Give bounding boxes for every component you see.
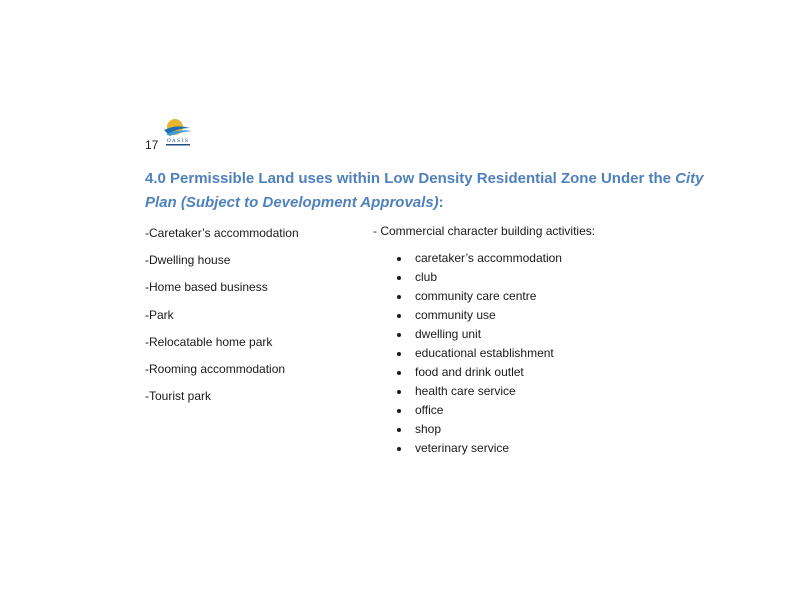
list-item bbox=[397, 249, 562, 268]
list-item-label: veterinary service bbox=[415, 441, 510, 455]
list-item bbox=[397, 363, 562, 382]
bullet-icon bbox=[397, 447, 401, 451]
bullet-icon bbox=[397, 257, 401, 261]
bullet-icon bbox=[397, 333, 401, 337]
list-item-label: educational establishment bbox=[415, 346, 554, 360]
heading-italic: City Plan (Subject to Development Approvals) bbox=[145, 170, 704, 211]
list-item bbox=[397, 382, 562, 401]
section-heading bbox=[145, 167, 705, 215]
list-item-label: health care service bbox=[415, 384, 516, 398]
permissible-uses-list bbox=[145, 224, 299, 414]
bullet-icon bbox=[397, 295, 401, 299]
list-item-label: office bbox=[415, 403, 444, 417]
list-item bbox=[397, 287, 562, 306]
list-item: -Dwelling house bbox=[145, 253, 231, 268]
commercial-activities-title: - Commercial character building activities: bbox=[373, 224, 596, 238]
list-item-label: community care centre bbox=[415, 289, 537, 303]
bullet-icon bbox=[397, 409, 401, 413]
commercial-activities-list bbox=[397, 249, 562, 458]
bullet-icon bbox=[397, 428, 401, 432]
logo-underline bbox=[166, 144, 190, 146]
bullet-icon bbox=[397, 390, 401, 394]
oasis-logo bbox=[160, 116, 196, 148]
list-item-label: shop bbox=[415, 422, 442, 436]
heading-prefix: 4.0 Permissible Land uses within Low Density Residential Zone Under the bbox=[145, 170, 676, 187]
page-number: 17 bbox=[145, 138, 159, 152]
list-item bbox=[397, 420, 562, 439]
bullet-icon bbox=[397, 276, 401, 280]
list-item-label: food and drink outlet bbox=[415, 365, 524, 379]
list-item bbox=[397, 306, 562, 325]
list-item bbox=[397, 325, 562, 344]
list-item: -Rooming accommodation bbox=[145, 361, 286, 376]
bullet-icon bbox=[397, 314, 401, 318]
list-item bbox=[397, 268, 562, 287]
bullet-icon bbox=[397, 352, 401, 356]
list-item bbox=[397, 344, 562, 363]
list-item: -Park bbox=[145, 307, 174, 322]
list-item: -Caretaker’s accommodation bbox=[145, 226, 299, 240]
list-item-label: club bbox=[415, 270, 438, 284]
list-item bbox=[397, 439, 562, 458]
list-item-label: caretaker’s accommodation bbox=[415, 251, 562, 265]
list-item: -Home based business bbox=[145, 280, 268, 295]
bullet-icon bbox=[397, 371, 401, 375]
list-item-label: community use bbox=[415, 308, 496, 322]
heading-suffix: : bbox=[438, 194, 444, 211]
logo-brand-text: OASIS bbox=[166, 138, 190, 144]
list-item-label: dwelling unit bbox=[415, 327, 482, 341]
list-item: -Relocatable home park bbox=[145, 334, 273, 349]
list-item bbox=[397, 401, 562, 420]
list-item: -Tourist park bbox=[145, 389, 212, 404]
